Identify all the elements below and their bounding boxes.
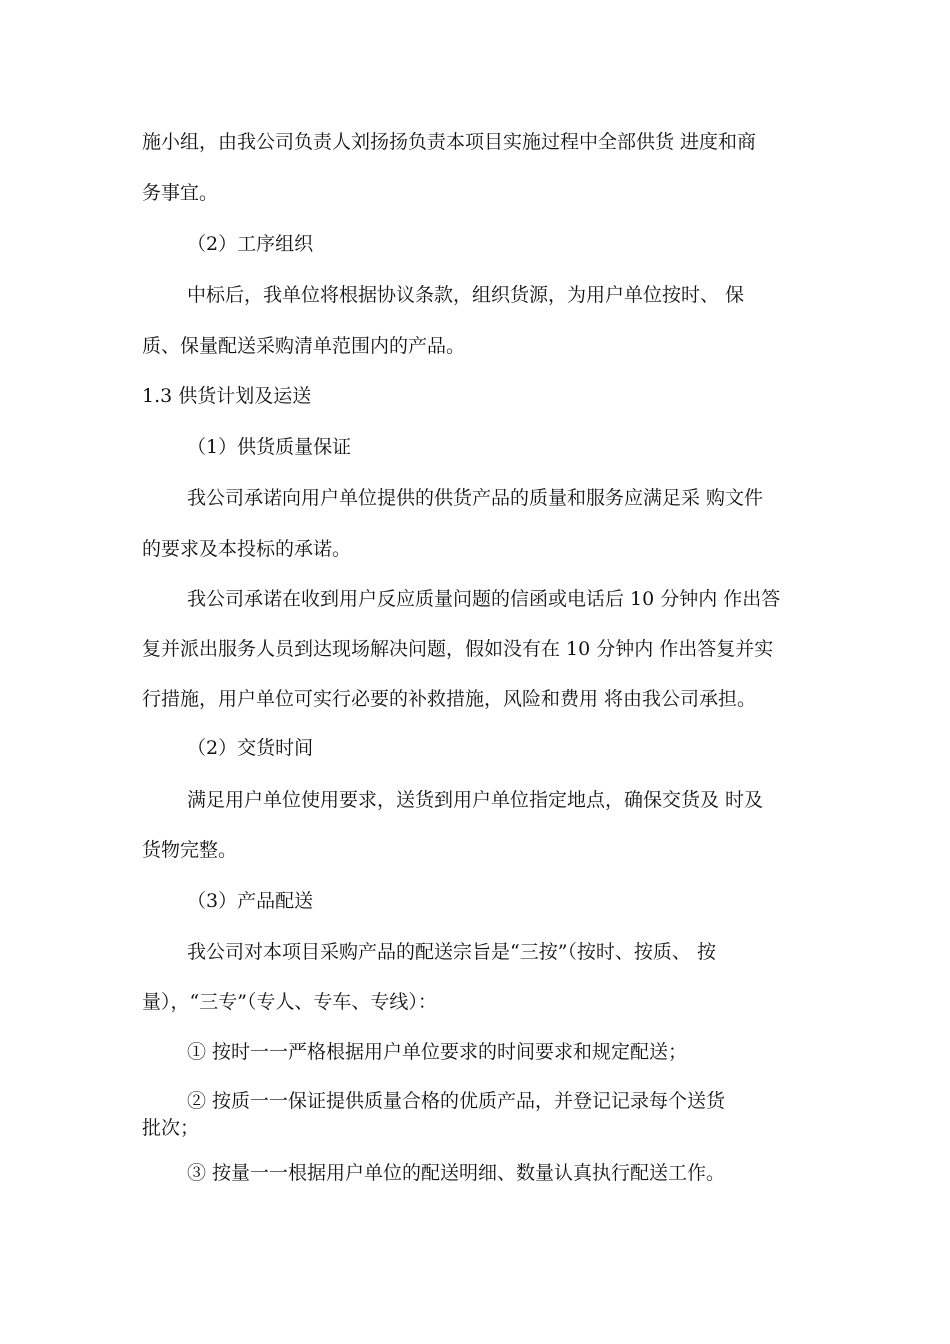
paragraph-line: 施小组，由我公司负责人刘扬扬负责本项目实施过程中全部供货 进度和商 bbox=[142, 131, 757, 153]
paragraph-line: 务事宜。 bbox=[142, 182, 219, 204]
paragraph-line: 复并派出服务人员到达现场解决问题，假如没有在 10 分钟内 作出答复并实 bbox=[142, 638, 774, 660]
list-item-continuation: 批次； bbox=[142, 1117, 200, 1139]
paragraph-line: 满足用户单位使用要求，送货到用户单位指定地点，确保交货及 时及 bbox=[187, 789, 764, 811]
section-heading: （3）产品配送 bbox=[187, 890, 314, 912]
section-heading: 1.3 供货计划及运送 bbox=[142, 385, 312, 407]
paragraph-line: 行措施，用户单位可实行必要的补救措施，风险和费用 将由我公司承担。 bbox=[142, 688, 757, 710]
list-item: ③ 按量一一根据用户单位的配送明细、数量认真执行配送工作。 bbox=[187, 1162, 726, 1184]
section-heading: （2）工序组织 bbox=[187, 233, 314, 255]
paragraph-line: 量），“三专”（专人、专车、专线）： bbox=[142, 991, 437, 1013]
list-item: ① 按时一一严格根据用户单位要求的时间要求和规定配送； bbox=[187, 1041, 688, 1063]
section-heading: （2）交货时间 bbox=[187, 737, 314, 759]
paragraph-line: 货物完整。 bbox=[142, 839, 238, 861]
paragraph-line: 我公司承诺向用户单位提供的供货产品的质量和服务应满足采 购文件 bbox=[187, 487, 764, 509]
paragraph-line: 质、保量配送采购清单范围内的产品。 bbox=[142, 335, 466, 357]
paragraph-line: 的要求及本投标的承诺。 bbox=[142, 538, 352, 560]
list-item: ② 按质一一保证提供质量合格的优质产品，并登记记录每个送货 bbox=[187, 1090, 726, 1112]
paragraph-line: 中标后，我单位将根据协议条款，组织货源，为用户单位按时、 保 bbox=[187, 284, 745, 306]
paragraph-line: 我公司对本项目采购产品的配送宗旨是“三按”（按时、按质、 按 bbox=[187, 941, 716, 963]
paragraph-line: 我公司承诺在收到用户反应质量问题的信函或电话后 10 分钟内 作出答 bbox=[187, 588, 781, 610]
section-heading: （1）供货质量保证 bbox=[187, 436, 352, 458]
